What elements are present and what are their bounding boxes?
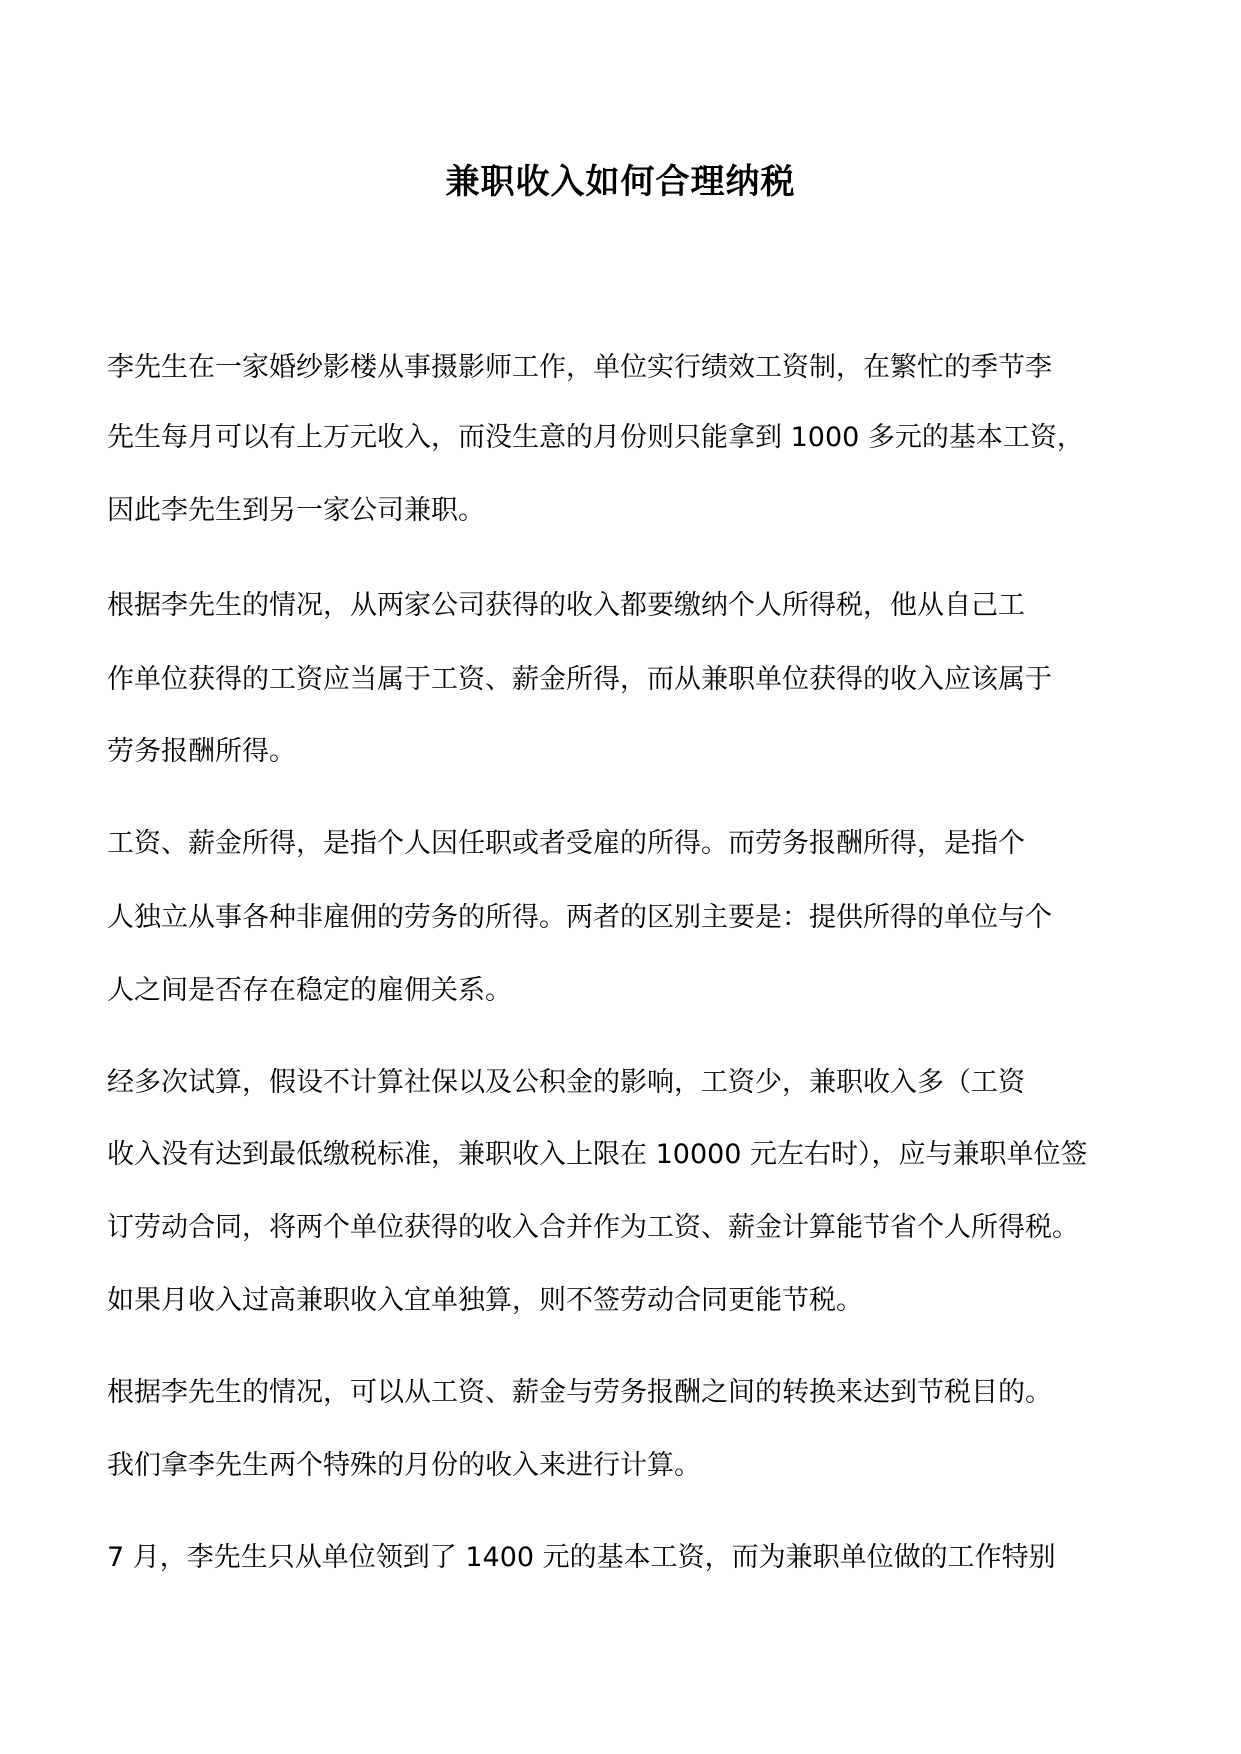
body-line: 根据李先生的情况，可以从工资、薪金与劳务报酬之间的转换来达到节税目的。 xyxy=(107,1377,1052,1408)
body-line: 如果月收入过高兼职收入宜单独算，则不签劳动合同更能节税。 xyxy=(107,1285,863,1316)
body-line: 作单位获得的工资应当属于工资、薪金所得，而从兼职单位获得的收入应该属于 xyxy=(107,664,1052,695)
body-line: 人独立从事各种非雇佣的劳务的所得。两者的区别主要是：提供所得的单位与个 xyxy=(107,902,1052,933)
body-line: 7 月，李先生只从单位领到了 1400 元的基本工资，而为兼职单位做的工作特别 xyxy=(107,1542,1056,1573)
body-line: 李先生在一家婚纱影楼从事摄影师工作，单位实行绩效工资制，在繁忙的季节李 xyxy=(107,352,1052,383)
body-line: 先生每月可以有上万元收入，而没生意的月份则只能拿到 1000 多元的基本工资， xyxy=(107,422,1084,453)
body-line: 人之间是否存在稳定的雇佣关系。 xyxy=(107,975,512,1006)
body-line: 订劳动合同，将两个单位获得的收入合并作为工资、薪金计算能节省个人所得税。 xyxy=(107,1212,1079,1243)
body-line: 工资、薪金所得，是指个人因任职或者受雇的所得。而劳务报酬所得，是指个 xyxy=(107,828,1025,859)
body-line: 因此李先生到另一家公司兼职。 xyxy=(107,495,485,526)
body-line: 根据李先生的情况，从两家公司获得的收入都要缴纳个人所得税，他从自己工 xyxy=(107,590,1025,621)
document-title: 兼职收入如何合理纳税 xyxy=(445,162,796,202)
body-line: 收入没有达到最低缴税标准，兼职收入上限在 10000 元左右时），应与兼职单位签 xyxy=(107,1139,1088,1170)
body-line: 我们拿李先生两个特殊的月份的收入来进行计算。 xyxy=(107,1450,701,1481)
body-line: 经多次试算，假设不计算社保以及公积金的影响，工资少，兼职收入多（工资 xyxy=(107,1067,1025,1098)
body-line: 劳务报酬所得。 xyxy=(107,736,296,767)
